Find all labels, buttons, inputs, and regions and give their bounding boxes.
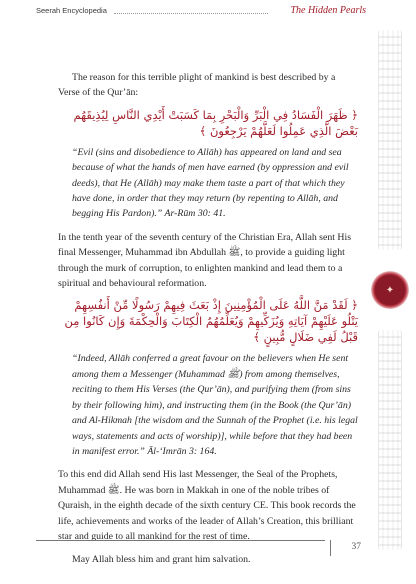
margin-ornament bbox=[364, 30, 416, 550]
paragraph-blessing: May Allah bless him and grant him salvation. bbox=[72, 554, 251, 566]
paragraph-messenger: In the tenth year of the seventh century of the Christian Era, Allah sent His final Messenger, Muhammad ibn Abdullah ﷺ, to provide a guiding light through the murk of corruption, to enlighten mankind and lead them to a spiritual and behavioural reformation. bbox=[58, 231, 352, 290]
calligraphy-border-top bbox=[378, 30, 402, 250]
footer-divider bbox=[330, 540, 331, 556]
medallion-emblem: ✦ bbox=[371, 271, 409, 309]
calligraphy-border-bottom bbox=[378, 330, 402, 550]
book-title: Seerah Encyclopedia bbox=[36, 6, 107, 15]
running-header bbox=[36, 6, 366, 20]
verse-reference: Ar-Rūm 30: 41. bbox=[164, 208, 226, 220]
page-footer bbox=[36, 540, 361, 558]
arabic-verse-imran: ﴿ لَقَدْ مَنَّ اللَّهُ عَلَى الْمُؤْمِنِينَ إِذْ بَعَثَ فِيهِمْ رَسُولًا مِّنْ أَنفُسِهِمْ يَتْلُو عَلَيْهِمْ آيَاتِهِ وَيُزَكِّيهِمْ وَيُعَلِّمُهُمُ الْكِتَابَ وَالْحِكْمَةَ وَإِن كَانُوا مِن قَبْلُ لَفِي ضَلَالٍ مُّبِينٍ ﴾ bbox=[64, 298, 358, 345]
page-number: 37 bbox=[351, 542, 361, 552]
verse-translation-rum bbox=[58, 145, 358, 222]
footer-rule bbox=[36, 540, 325, 541]
verse-reference: Āl-‘Imrān 3: 164. bbox=[147, 445, 217, 457]
page-body bbox=[58, 70, 358, 568]
paragraph-seal-of-prophets: To this end did Allah send His last Messenger, the Seal of the Prophets, Muhammad ﷺ. He was born in Makkah in one of the noble tribes of Quraish, in the eighth decade of the sixth century CE. This book records the life, achievements and works of the leader of Allah’s Creation, this brilliant star and guide to all mankind for the rest of time. bbox=[58, 469, 356, 542]
chapter-title: The Hidden Pearls bbox=[290, 5, 366, 16]
verse-translation-imran bbox=[58, 351, 358, 459]
paragraph-intro: The reason for this terrible plight of mankind is best described by a Verse of the Qur’ān: bbox=[58, 72, 336, 99]
translation-text: “Indeed, Allāh conferred a great favour on the believers when He sent among them a Messenger (Muhammad ﷺ) from among themselves, reciting to them His Verses (the Qur’ān), and purifying them (from sins by their following him), and instructing them (in the Book (the Qur’ān) and Al-Hikmah [the wisdom and the Sunnah of the Prophet (i.e. his legal ways, statements and acts of worship)], while before that they had been in manifest error.” bbox=[72, 353, 358, 457]
translation-text: “Evil (sins and disobedience to Allāh) has appeared on land and sea because of what the hands of men have earned (by oppression and evil deeds), that He (Allāh) may make them taste a part of that which they have done, in order that they may return (by repenting to Allāh, and begging His Pardon).” bbox=[72, 146, 349, 220]
header-rule bbox=[114, 13, 268, 14]
arabic-verse-rum: ﴿ ظَهَرَ الْفَسَادُ فِي الْبَرِّ وَالْبَحْرِ بِمَا كَسَبَتْ أَيْدِي النَّاسِ لِيُذِيقَهُم بَعْضَ الَّذِي عَمِلُوا لَعَلَّهُمْ يَرْجِعُونَ ﴾ bbox=[73, 107, 358, 138]
